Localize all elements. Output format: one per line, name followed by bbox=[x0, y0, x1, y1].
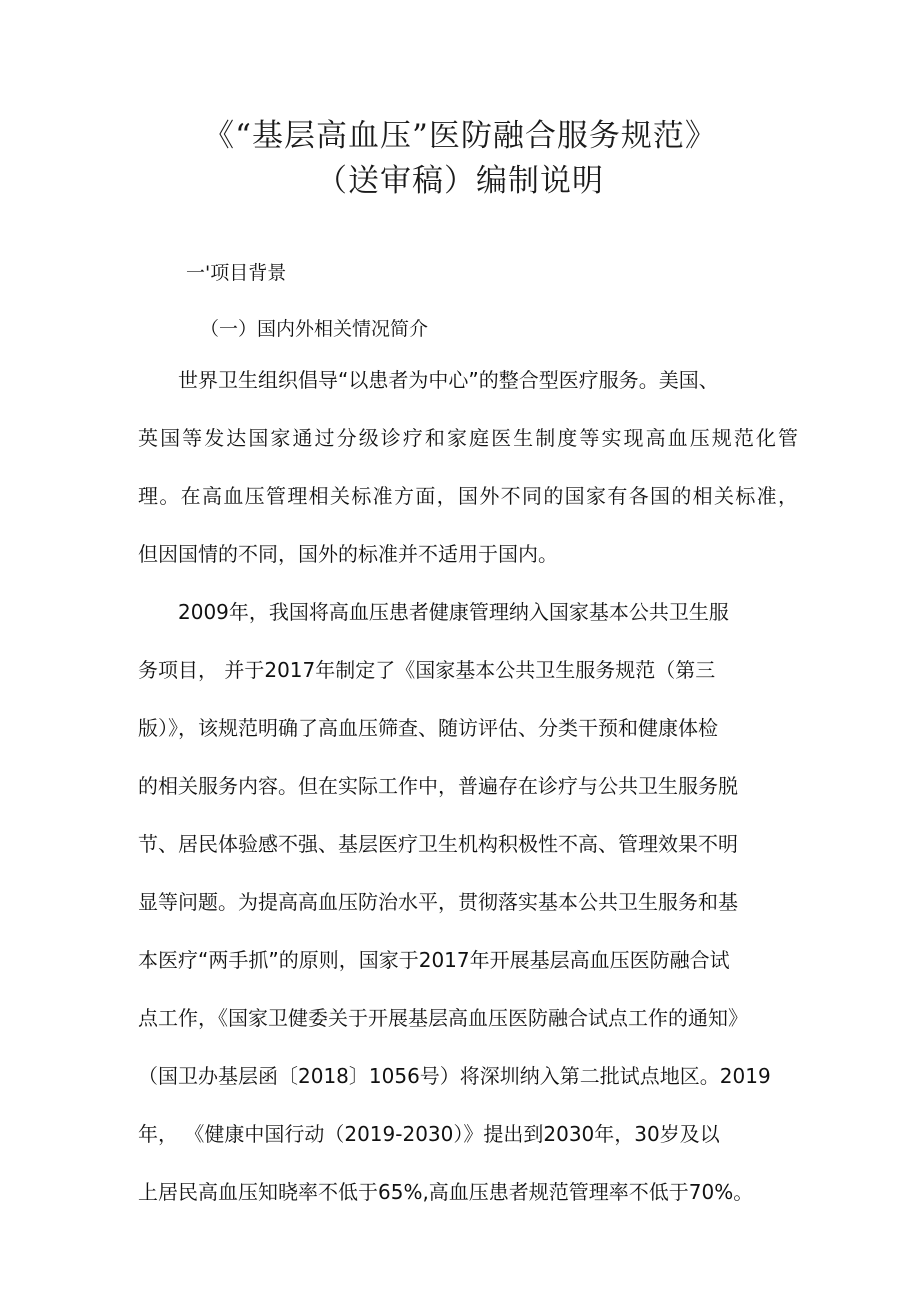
document-title-line1: 《“基层高血压”医防融合服务规范》 bbox=[203, 118, 717, 154]
paragraph2-line: 本医疗“两手抓”的原则，国家于2017年开展基层高血压医防融合试 bbox=[138, 948, 730, 972]
paragraph2-line: 2009年，我国将高血压患者健康管理纳入国家基本公共卫生服 bbox=[178, 600, 729, 624]
section-heading: 一'项目背景 bbox=[186, 262, 287, 284]
paragraph2-line: 节、居民体验感不强、基层医疗卫生机构积极性不高、管理效果不明 bbox=[138, 832, 738, 856]
paragraph2-line: 的相关服务内容。但在实际工作中，普遍存在诊疗与公共卫生服务脱 bbox=[138, 774, 738, 798]
paragraph2-line: 点工作，《国家卫健委关于开展基层高血压医防融合试点工作的通知》 bbox=[138, 1006, 748, 1030]
paragraph2-line: 上居民高血压知晓率不低于65%,高血压患者规范管理率不低于70%。 bbox=[138, 1180, 754, 1204]
paragraph1-line: 英国等发达国家通过分级诊疗和家庭医生制度等实现高血压规范化管 bbox=[138, 426, 798, 450]
subsection-heading: （一）国内外相关情况简介 bbox=[200, 318, 429, 340]
paragraph2-line: 版）》，该规范明确了高血压筛查、随访评估、分类干预和健康体检 bbox=[138, 716, 718, 740]
paragraph2-line: 年， 《健康中国行动（2019-2030）》提出到2030年，30岁及以 bbox=[138, 1122, 720, 1146]
paragraph1-line: 理。在高血压管理相关标准方面，国外不同的国家有各国的相关标准， bbox=[138, 484, 798, 508]
paragraph2-line: （国卫办基层函〔2018〕1056号）将深圳纳入第二批试点地区。2019 bbox=[138, 1064, 771, 1088]
paragraph2-line: 务项目， 并于2017年制定了《国家基本公共卫生服务规范（第三 bbox=[138, 658, 716, 682]
paragraph2-line: 显等问题。为提高高血压防治水平，贯彻落实基本公共卫生服务和基 bbox=[138, 890, 738, 914]
paragraph1-line: 世界卫生组织倡导“以患者为中心”的整合型医疗服务。美国、 bbox=[178, 368, 719, 392]
document-title-line2: （送审稿）编制说明 bbox=[316, 163, 604, 199]
paragraph1-line: 但因国情的不同，国外的标准并不适用于国内。 bbox=[138, 542, 558, 566]
